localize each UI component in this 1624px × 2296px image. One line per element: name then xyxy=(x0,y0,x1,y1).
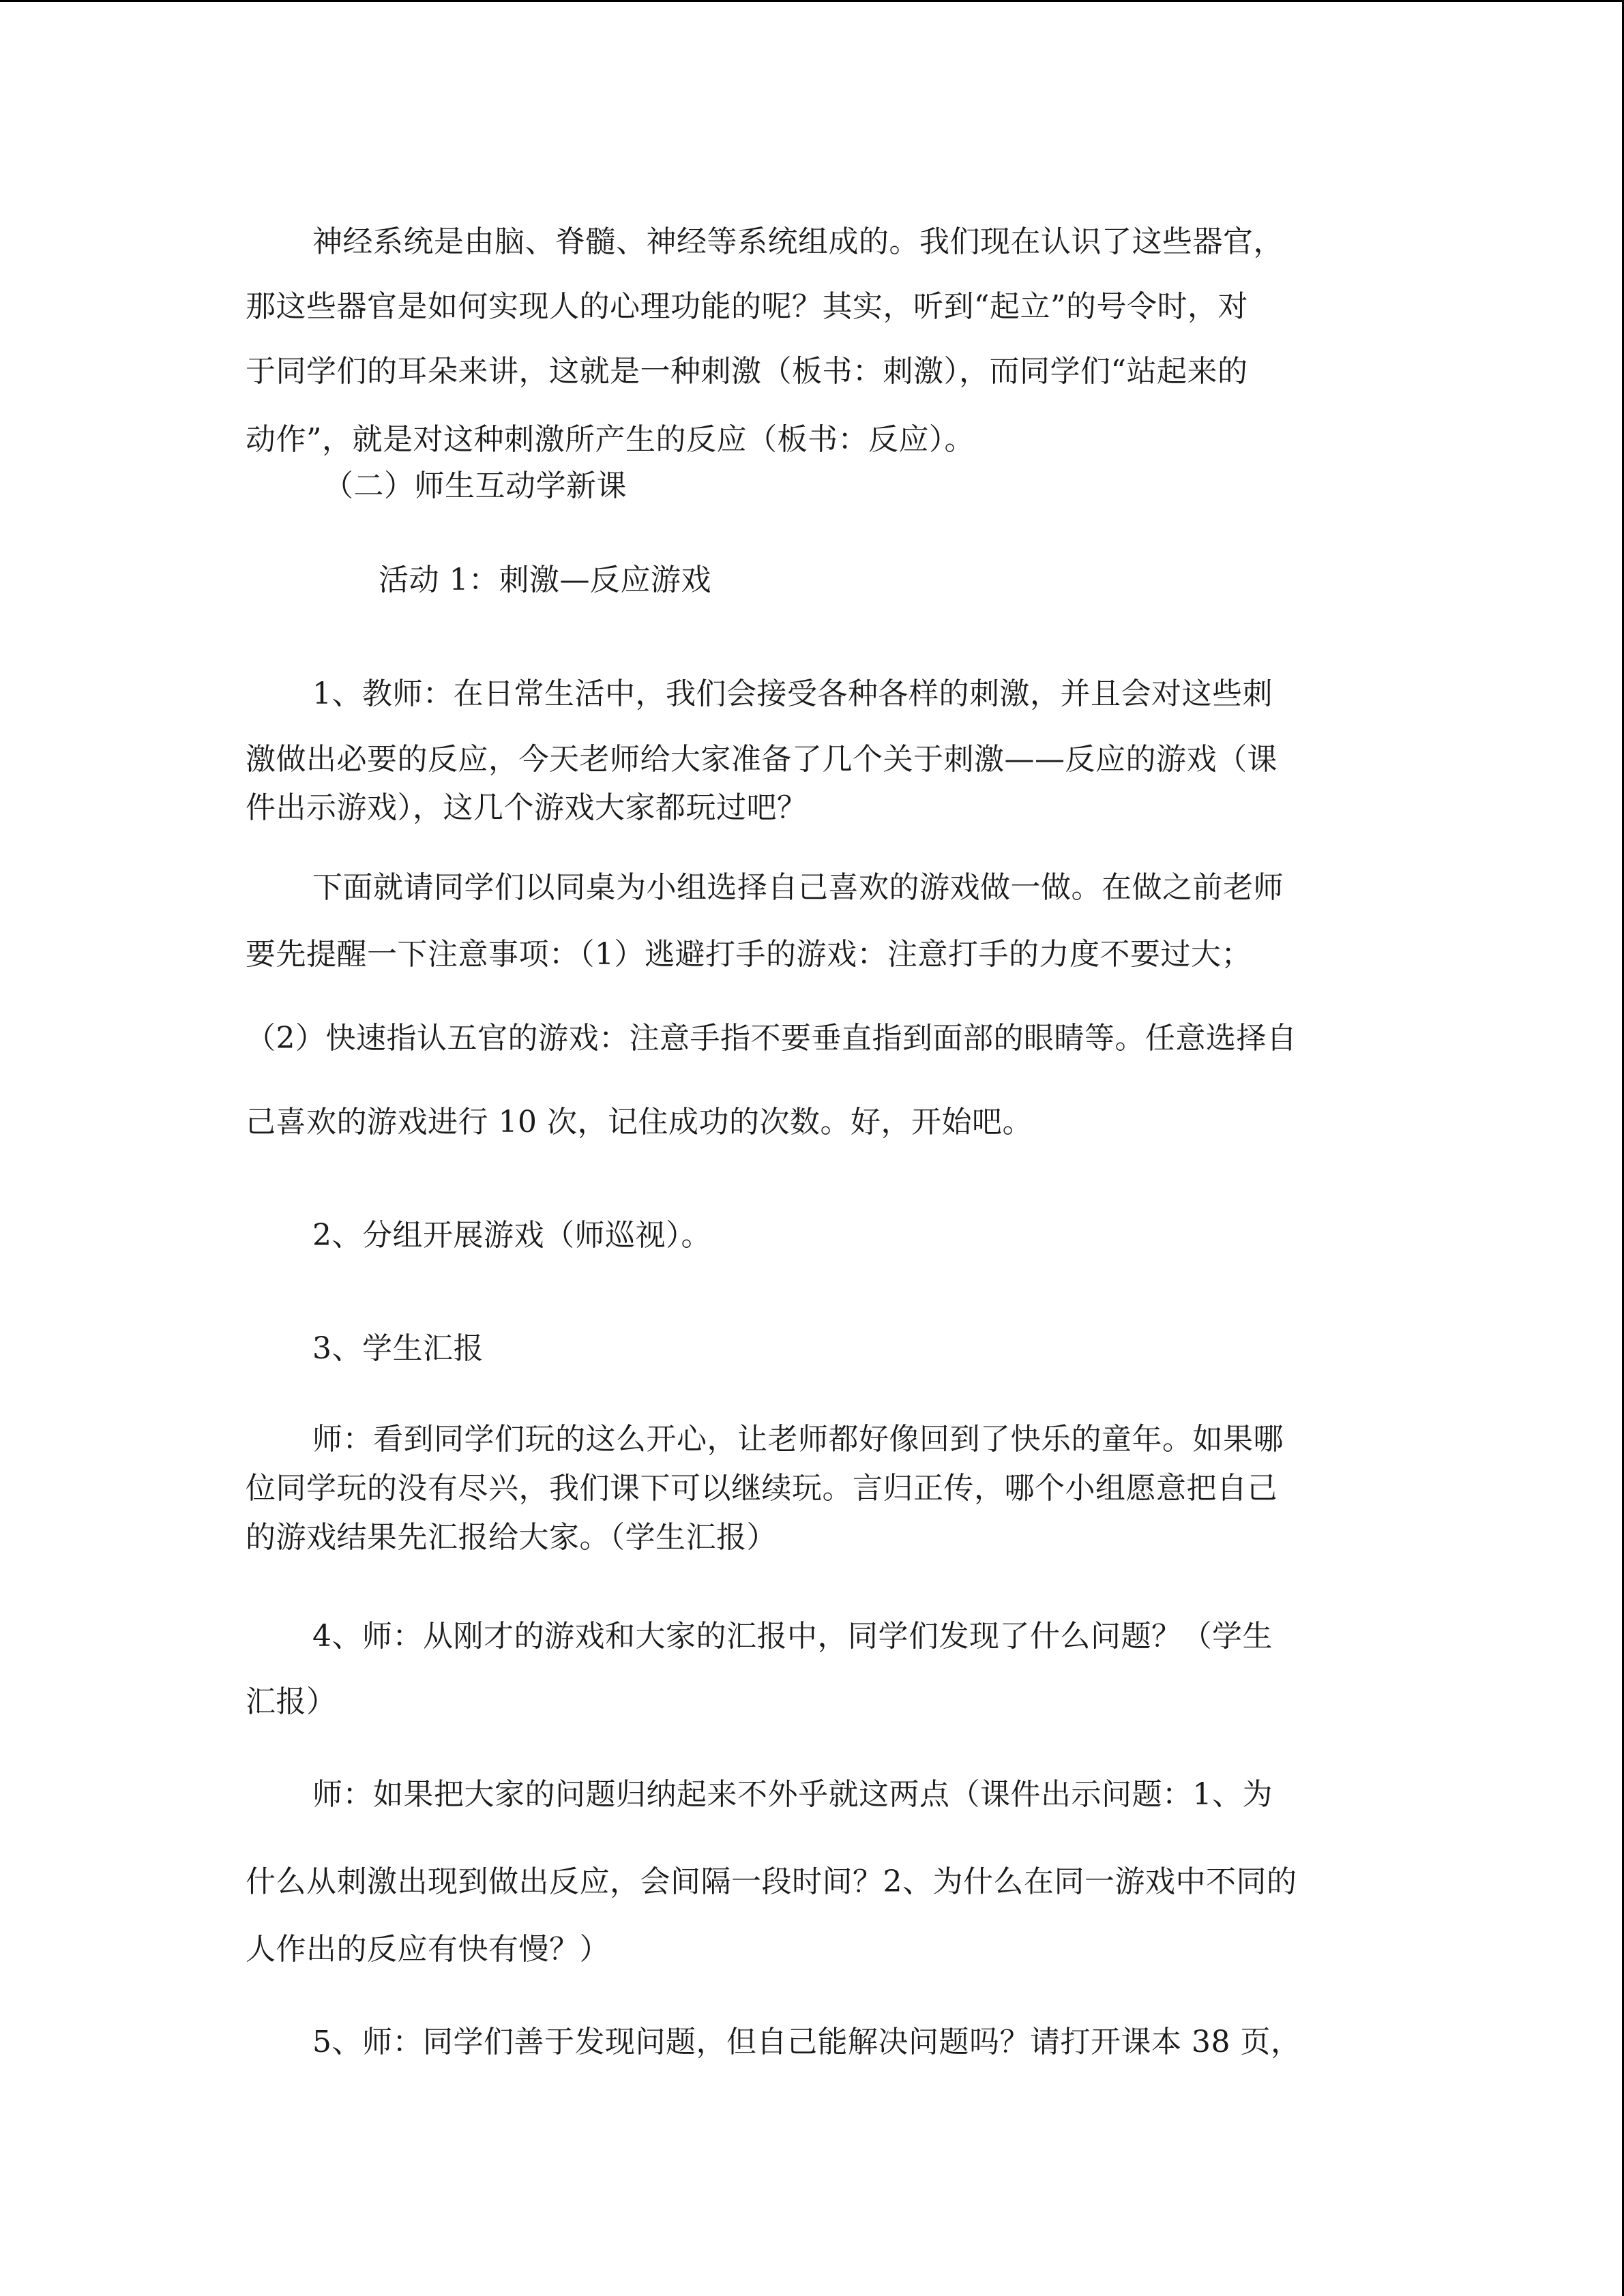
intro-line-4: 动作”，就是对这种刺激所产生的反应（板书：反应）。 xyxy=(246,422,975,457)
teacher-remark-line-2: 位同学玩的没有尽兴，我们课下可以继续玩。言归正传，哪个小组愿意把自己 xyxy=(246,1471,1278,1506)
step1-followup-line-1: 下面就请同学们以同桌为小组选择自己喜欢的游戏做一做。在做之前老师 xyxy=(312,870,1284,905)
step3: 3、学生汇报 xyxy=(312,1331,484,1366)
step1-line-1: 1、教师：在日常生活中，我们会接受各种各样的刺激，并且会对这些刺 xyxy=(312,676,1273,711)
step4-line-2: 汇报） xyxy=(246,1684,337,1719)
teacher-remark-line-1: 师：看到同学们玩的这么开心，让老师都好像回到了快乐的童年。如果哪 xyxy=(312,1422,1284,1457)
step2: 2、分组开展游戏（师巡视）。 xyxy=(312,1218,711,1253)
intro-line-2: 那这些器官是如何实现人的心理功能的呢？其实，听到“起立”的号令时，对 xyxy=(246,289,1248,324)
step4-line-1: 4、师：从刚才的游戏和大家的汇报中，同学们发现了什么问题？（学生 xyxy=(312,1619,1273,1654)
step1-line-3: 件出示游戏），这几个游戏大家都玩过吧？ xyxy=(246,790,808,825)
step1-followup-line-2: 要先提醒一下注意事项：（1）逃避打手的游戏：注意打手的力度不要过大； xyxy=(246,937,1252,972)
intro-line-3: 于同学们的耳朵来讲，这就是一种刺激（板书：刺激），而同学们“站起来的 xyxy=(246,354,1248,389)
teacher-summary-line-1: 师：如果把大家的问题归纳起来不外乎就这两点（课件出示问题：1、为 xyxy=(312,1777,1273,1812)
teacher-summary-line-2: 什么从刺激出现到做出反应，会间隔一段时间？2、为什么在同一游戏中不同的 xyxy=(246,1864,1297,1899)
teacher-remark-line-3: 的游戏结果先汇报给大家。（学生汇报） xyxy=(246,1520,777,1555)
step5: 5、师：同学们善于发现问题，但自己能解决问题吗？请打开课本 38 页， xyxy=(312,2025,1301,2059)
step1-line-2: 激做出必要的反应，今天老师给大家准备了几个关于刺激——反应的游戏（课 xyxy=(246,742,1278,777)
step1-followup-line-4: 己喜欢的游戏进行 10 次，记住成功的次数。好，开始吧。 xyxy=(246,1105,1033,1139)
activity-heading: 活动 1：刺激—反应游戏 xyxy=(379,563,711,597)
section-heading: （二）师生互动学新课 xyxy=(323,468,627,503)
intro-line-1: 神经系统是由脑、脊髓、神经等系统组成的。我们现在认识了这些器官， xyxy=(312,224,1284,259)
step1-followup-line-3: （2）快速指认五官的游戏：注意手指不要垂直指到面部的眼睛等。任意选择自 xyxy=(246,1021,1297,1056)
teacher-summary-line-3: 人作出的反应有快有慢？） xyxy=(246,1932,610,1967)
